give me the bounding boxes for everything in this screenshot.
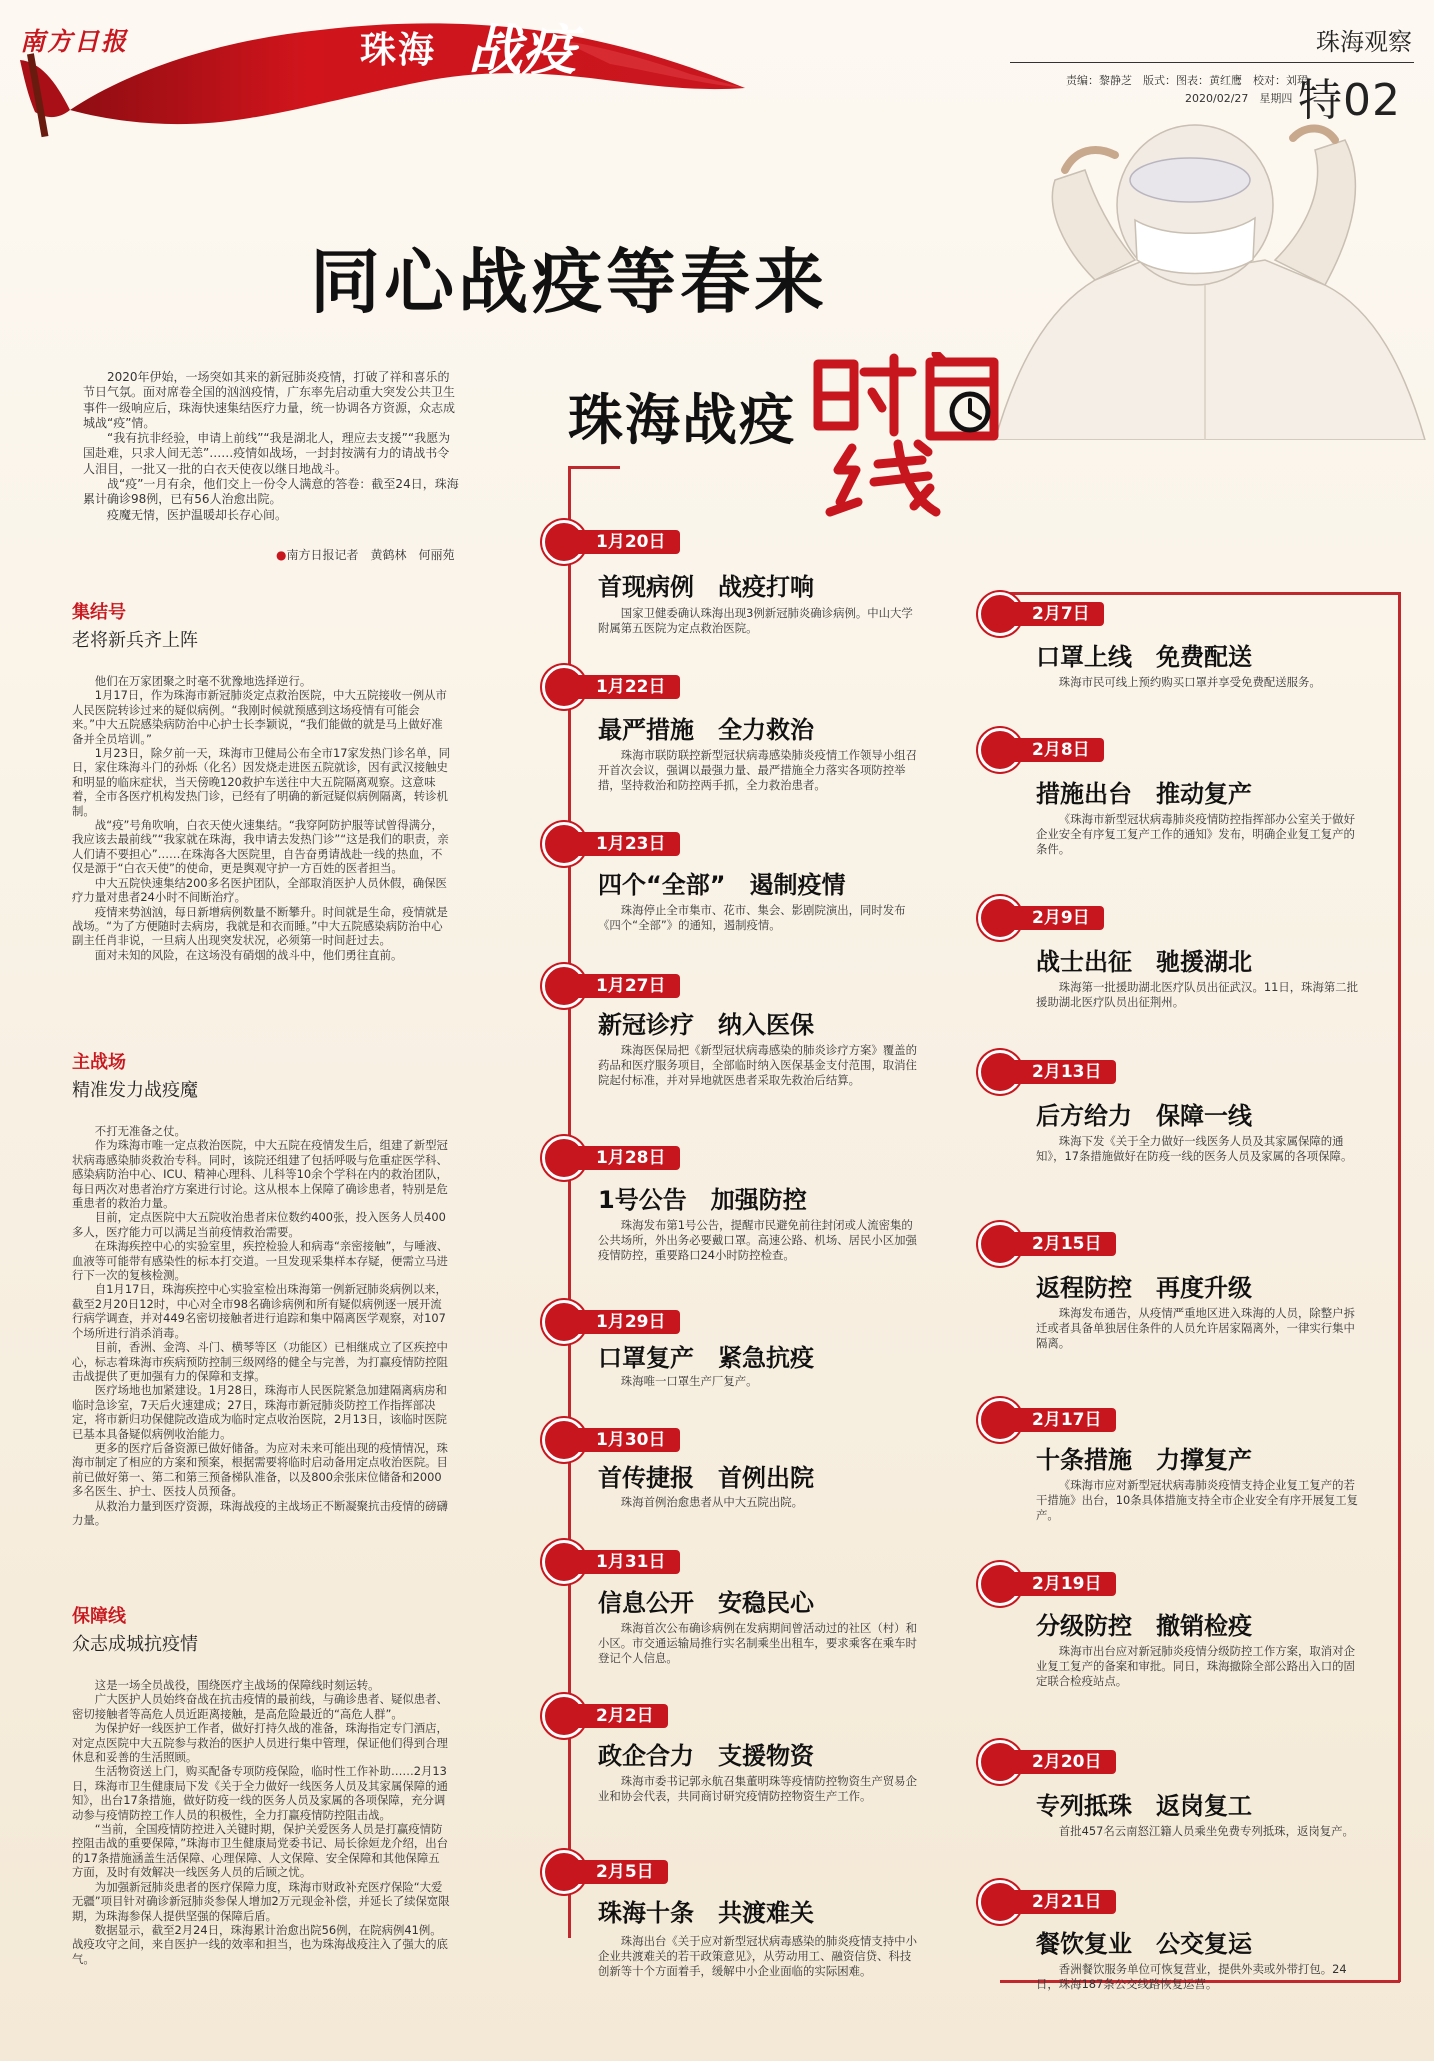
- section-subtitle: 老将新兵齐上阵: [72, 630, 198, 651]
- section-rally: [72, 598, 462, 962]
- byline: ●南方日报记者 黄鹤林 何丽苑: [276, 548, 455, 562]
- entry-text: 香洲餐饮服务单位可恢复营业，提供外卖或外带打包。24日，珠海187条公交线路恢复运营。: [1036, 1962, 1347, 1991]
- entry-title: 珠海十条 共渡难关: [598, 1899, 814, 1927]
- body-paragraph: 作为珠海市唯一定点救治医院，中大五院在疫情发生后，组建了新型冠状病毒感染肺炎救治专科。同时，该院还组建了包括呼吸与危重症医学科、感染病防治中心、ICU、精神心理科、儿科等10余个学科在内的救治团队，每日两次对患者治疗方案进行讨论。这从根本上保障了确诊患者，特别是危重患者的救治力量。: [72, 1138, 448, 1211]
- entry-text: 珠海首例治愈患者从中大五院出院。: [620, 1495, 804, 1509]
- entry-text: 首批457名云南怒江籍人员乘坐免费专列抵珠，返岗复产。: [1058, 1824, 1354, 1838]
- timeline-title: 珠海战疫: [568, 387, 797, 452]
- entry-date: 2月20日: [1002, 1750, 1116, 1774]
- intro-paragraph: 2020年伊始，一场突如其来的新冠肺炎疫情，打破了祥和喜乐的节日气氛。面对席卷全国的汹汹疫情，广东率先启动重大突发公共卫生事件一级响应后，珠海快速集结医疗力量，统一协调各方资源，众志成城战“疫”情。: [83, 370, 456, 430]
- body-paragraph: 自1月17日，珠海疾控中心实验室检出珠海第一例新冠肺炎病例以来，截至2月20日12时，中心对全市98名确诊病例和所有疑似病例逐一展开流行病学调查，并对449名密切接触者进行追踪和集中隔离医学观察，对107个场所进行消杀消毒。: [72, 1282, 447, 1340]
- body-paragraph: 不打无准备之仗。: [94, 1124, 186, 1138]
- entry-title: 口罩上线 免费配送: [1036, 643, 1252, 671]
- body-paragraph: 从救治力量到医疗资源，珠海战疫的主战场正不断凝聚抗击疫情的磅礴力量。: [72, 1498, 448, 1527]
- section-name: 珠海观察: [1316, 28, 1412, 56]
- entry-title: 战士出征 驰援湖北: [1036, 948, 1252, 976]
- entry-date: 1月22日: [566, 675, 680, 699]
- issue-date: 2020/02/27 星期四: [1185, 92, 1293, 105]
- entry-date: 2月21日: [1002, 1890, 1116, 1914]
- body-paragraph: 更多的医疗后备资源已做好储备。为应对未来可能出现的疫情情况，珠海市制定了相应的方案和预案，根据需要将临时启动备用定点收治医院。目前已做好第一、第二和第三预备梯队准备，以及800余张床位储备和2000多名医生、护士、医技人员预备。: [72, 1440, 448, 1499]
- body-paragraph: 1月17日，作为珠海市新冠肺炎定点救治医院，中大五院接收一例从市人民医院转诊过来的疑似病例。“我刚时候就预感到这场疫情有可能会来。”中大五院感染病防治中心护士长李颖说，“我们能做的就是马上做好准备并全员培训。”: [72, 688, 447, 746]
- entry-title: 政企合力 支援物资: [598, 1742, 814, 1770]
- body-paragraph: 面对未知的风险，在这场没有硝烟的战斗中，他们勇往直前。: [94, 947, 403, 962]
- section-support-line: [72, 1602, 462, 1966]
- entry-text: 珠海首次公布确诊病例在发病期间曾活动过的社区（村）和小区。市交通运输局推行实名制乘坐出租车，要求乘客在乘车时登记个人信息。: [598, 1621, 917, 1665]
- entry-date: 2月13日: [1002, 1060, 1116, 1084]
- entry-text: 珠海停止全市集市、花市、集会、影剧院演出，同时发布《四个“全部”》的通知，遏制疫情。: [598, 903, 906, 932]
- entry-text: 《珠海市新型冠状病毒肺炎疫情防控指挥部办公室关于做好企业安全有序复工复产工作的通知》发布，明确企业复工复产的条件。: [1036, 812, 1355, 856]
- entry-title: 首传捷报 首例出院: [598, 1464, 814, 1492]
- body-paragraph: 目前，香洲、金湾、斗门、横琴等区（功能区）已相继成立了区疾控中心，标志着珠海市疾病预防控制三级网络的健全与完善，为打赢疫情防控阻击战提供了更加强有力的保障和支撑。: [72, 1340, 448, 1383]
- intro-paragraph: 疫魔无情，医护温暖却长存心间。: [107, 507, 288, 522]
- brand-word: 战疫: [468, 18, 576, 82]
- entry-date: 1月20日: [566, 530, 680, 554]
- entry-text: 珠海市联防联控新型冠状病毒感染肺炎疫情工作领导小组召开首次会议，强调以最强力量、最严措施全力落实各项防控举措，坚持救治和防控两手抓，全力救治患者。: [598, 748, 917, 792]
- entry-title: 专列抵珠 返岗复工: [1036, 1792, 1252, 1820]
- body-paragraph: 目前，定点医院中大五院收治患者床位数约400张，投入医务人员400多人，医疗能力可以满足当前疫情救治需要。: [72, 1210, 446, 1239]
- entry-title: 措施出台 推动复产: [1036, 780, 1252, 808]
- body-paragraph: 为加强新冠肺炎患者的医疗保障力度，珠海市财政补充医疗保险“大爱无疆”项目针对确诊新冠肺炎参保人增加2万元现金补偿，并延长了续保宽限期，为珠海参保人提供坚强的保障后盾。: [72, 1879, 450, 1923]
- newspaper-logo: 南方日报: [20, 27, 129, 56]
- body-paragraph: 为保护好一线医护工作者，做好打持久战的准备，珠海指定专门酒店，对定点医院中大五院参与救治的医护人员进行集中管理，保证他们得到合理休息和妥善的生活照顾。: [72, 1721, 448, 1765]
- entry-text: 珠海出台《关于应对新型冠状病毒感染的肺炎疫情支持中小企业共渡难关的若干政策意见》，从劳动用工、融资信贷、科技创新等十个方面着手，缓解中小企业面临的实际困难。: [598, 1934, 917, 1978]
- section-title: 保障线: [72, 1606, 126, 1627]
- byline-bullet-icon: ●: [276, 548, 287, 562]
- entry-text: 国家卫健委确认珠海出现3例新冠肺炎确诊病例。中山大学附属第五医院为定点救治医院。: [598, 606, 913, 635]
- body-paragraph: 这是一场全员战役，围绕医疗主战场的保障线时刻运转。: [94, 1678, 380, 1692]
- section-title: 主战场: [72, 1052, 126, 1073]
- entry-text: 珠海市民可线上预约购买口罩并享受免费配送服务。: [1058, 675, 1321, 689]
- body-paragraph: 广大医护人员始终奋战在抗击疫情的最前线，与确诊患者、疑似患者、密切接触者等高危人员近距离接触，是高危险最近的“高危人群”。: [72, 1692, 448, 1721]
- body-paragraph: 医疗场地也加紧建设。1月28日，珠海市人民医院紧急加建隔离病房和临时急诊室，7天后火速建成；27日，珠海市新冠肺炎防控工作指挥部决定，将市新归功保健院改造成为临时定点收治医院，2月13日，该临时医院已基本具备疑似病例收治能力。: [72, 1383, 447, 1441]
- section-body: [72, 1678, 450, 1966]
- entry-title: 分级防控 撤销检疫: [1036, 1612, 1252, 1640]
- entry-date: 1月28日: [566, 1146, 680, 1170]
- intro-paragraph: “我有抗非经验，申请上前线”“我是湖北人，理应去支援”“我愿为国赴难，只求人间无恙”……疫情如战场，一封封按满有力的请战书令人泪目，一批又一批的白衣天使夜以继日地战斗。: [83, 431, 451, 476]
- entry-date: 1月29日: [566, 1310, 680, 1334]
- body-paragraph: 在珠海疾控中心的实验室里，疾控检验人和病毒“亲密接触”，与唾液、血液等可能带有感染性的标本打交道。一旦发现采集样本存疑，便需立马进行下一次的复核检测。: [72, 1239, 449, 1283]
- body-paragraph: “当前，全国疫情防控进入关键时期，保护关爱医务人员是打赢疫情防控阻击战的重要保障，”珠海市卫生健康局党委书记、局长徐姮龙介绍，出台的17条措施涵盖生活保障、心理保障、人文保障、安全保障和其他保障五方面，及时有效解决一线医务人员的后顾之忧。: [72, 1822, 449, 1880]
- entry-date: 2月8日: [1002, 738, 1104, 762]
- page-number: 特02: [1298, 75, 1401, 126]
- entry-title: 餐饮复业 公交复运: [1036, 1930, 1252, 1958]
- section-main-battlefield: [72, 1048, 462, 1527]
- section-title: 集结号: [72, 602, 126, 623]
- entry-title: 四个“全部” 遏制疫情: [598, 871, 846, 899]
- body-paragraph: 他们在万家团聚之时毫不犹豫地选择逆行。: [94, 674, 312, 688]
- body-paragraph: 数据显示，截至2月24日，珠海累计治愈出院56例，在院病例41例。战疫攻守之间，来自医护一线的效率和担当，也为珠海战疫注入了强大的底气。: [72, 1922, 448, 1966]
- entry-title: 口罩复产 紧急抗疫: [598, 1344, 814, 1372]
- section-body: [72, 1124, 450, 1527]
- timeline-connector: [1000, 592, 1400, 595]
- entry-text: 珠海第一批援助湖北医疗队员出征武汉。11日，珠海第二批援助湖北医疗队员出征荆州。: [1036, 980, 1359, 1009]
- section-body: [72, 674, 450, 962]
- timeline-connector: [1398, 592, 1401, 1982]
- body-paragraph: 中大五院快速集结200多名医护团队，全部取消医护人员休假，确保医疗力量对患者24小时不间断治疗。: [72, 875, 447, 905]
- entry-title: 首现病例 战疫打响: [598, 573, 814, 601]
- editor-credits: 责编：黎静芝 版式：图表：黄红鹰 校对：刘珺: [1066, 74, 1308, 87]
- entry-date: 2月15日: [1002, 1232, 1116, 1256]
- entry-title: 最严措施 全力救治: [598, 716, 814, 744]
- entry-date: 1月30日: [566, 1428, 680, 1452]
- timeline-connector: [568, 466, 620, 469]
- entry-text: 珠海医保局把《新型冠状病毒感染的肺炎诊疗方案》覆盖的药品和医疗服务项目，全部临时纳入医保基金支付范围，取消住院起付标准，并对异地就医患者采取先救治后结算。: [598, 1043, 917, 1087]
- entry-title: 新冠诊疗 纳入医保: [598, 1011, 814, 1039]
- entry-text: 珠海唯一口罩生产厂复产。: [620, 1374, 758, 1388]
- intro-paragraph: 战“疫”一月有余，他们交上一份令人满意的答卷：截至24日，珠海累计确诊98例，已有56人治愈出院。: [83, 477, 459, 507]
- entry-text: 珠海下发《关于全力做好一线医务人员及其家属保障的通知》，17条措施做好在防疫一线的医务人员及家属的各项保障。: [1036, 1134, 1353, 1163]
- body-paragraph: 战“疫”号角吹响，白衣天使火速集结。“我穿阿防护服等试曾得满分，我应该去最前线”“我家就在珠海，我申请去发热门诊”“这是我们的职责，亲人们请不要担心”……在珠海各大医院里，自告奋勇请战赴一线的热血，不仅是源于“白衣天使”的使命，更是舆观守护一方百姓的医者担当。: [72, 818, 449, 876]
- entry-title: 十条措施 力撑复产: [1036, 1446, 1252, 1474]
- brand-city: 珠海: [360, 30, 437, 71]
- entry-text: 珠海市出台应对新冠肺炎疫情分级防控工作方案，取消对企业复工复产的备案和审批。同日，珠海撤除全部公路出入口的固定联合检疫站点。: [1036, 1644, 1355, 1688]
- entry-title: 信息公开 安稳民心: [598, 1589, 814, 1617]
- entry-title: 后方给力 保障一线: [1036, 1102, 1252, 1130]
- entry-title: 1号公告 加强防控: [598, 1186, 807, 1214]
- entry-title: 返程防控 再度升级: [1036, 1274, 1252, 1302]
- entry-date: 2月2日: [566, 1704, 668, 1728]
- entry-date: 2月19日: [1002, 1572, 1116, 1596]
- section-subtitle: 精准发力战疫魔: [72, 1080, 198, 1101]
- body-paragraph: 1月23日，除夕前一天，珠海市卫健局公布全市17家发热门诊名单，同日，家住珠海斗门的孙烁（化名）因发烧走进医五院就诊，因有武汉接触史和明显的临床症状，当天傍晚120救护车送往中大五院隔离观察。这意味着，全市各医疗机构发热门诊，已经有了明确的新冠疑似病例隔离，转诊机制。: [72, 746, 450, 818]
- entry-date: 2月9日: [1002, 906, 1104, 930]
- headline: 同心战疫等春来: [310, 240, 828, 323]
- entry-date: 1月27日: [566, 974, 680, 998]
- timeline-title-art: [812, 352, 1152, 522]
- body-paragraph: 疫情来势汹汹，每日新增病例数量不断攀升。时间就是生命，疫情就是战场。“为了方便随时去病房，我就是和衣而睡。”中大五院感染病防治中心副主任肖非说，一旦病人出现突发状况，必须第一时间赶过去。: [72, 904, 448, 948]
- entry-text: 珠海市委书记郭永航召集董明珠等疫情防控物资生产贸易企业和协会代表，共同商讨研究疫情防控物资生产工作。: [598, 1774, 917, 1803]
- entry-date: 1月23日: [566, 832, 680, 856]
- body-paragraph: 生活物资送上门，购买配备专项防疫保险，临时性工作补助……2月13日，珠海市卫生健康局下发《关于全力做好一线医务人员及其家属保障的通知》，出台17条措施，做好防疫一线的医务人员及家属的各项保障，充分调动参与疫情防控工作人员的积极性，全力打赢疫情防控阻击战。: [72, 1764, 448, 1822]
- section-subtitle: 众志成城抗疫情: [72, 1634, 198, 1655]
- entry-date: 1月31日: [566, 1550, 680, 1574]
- entry-date: 2月7日: [1002, 602, 1104, 626]
- entry-text: 《珠海市应对新型冠状病毒肺炎疫情支持企业复工复产的若干措施》出台，10条具体措施支持全市企业安全有序开展复工复产。: [1036, 1478, 1359, 1522]
- entry-text: 珠海发布通告，从疫情严重地区进入珠海的人员，除整户拆迁或者具备单独居住条件的人员允许居家隔离外，一律实行集中隔离。: [1036, 1306, 1355, 1350]
- intro-text: [83, 370, 461, 523]
- entry-date: 2月5日: [566, 1860, 668, 1884]
- header-rule: [1010, 62, 1414, 63]
- entry-date: 2月17日: [1002, 1408, 1116, 1432]
- entry-text: 珠海发布第1号公告，提醒市民避免前往封闭或人流密集的公共场所，外出务必要戴口罩。高速公路、机场、居民小区加强疫情防控，重要路口24小时防控检查。: [598, 1218, 917, 1262]
